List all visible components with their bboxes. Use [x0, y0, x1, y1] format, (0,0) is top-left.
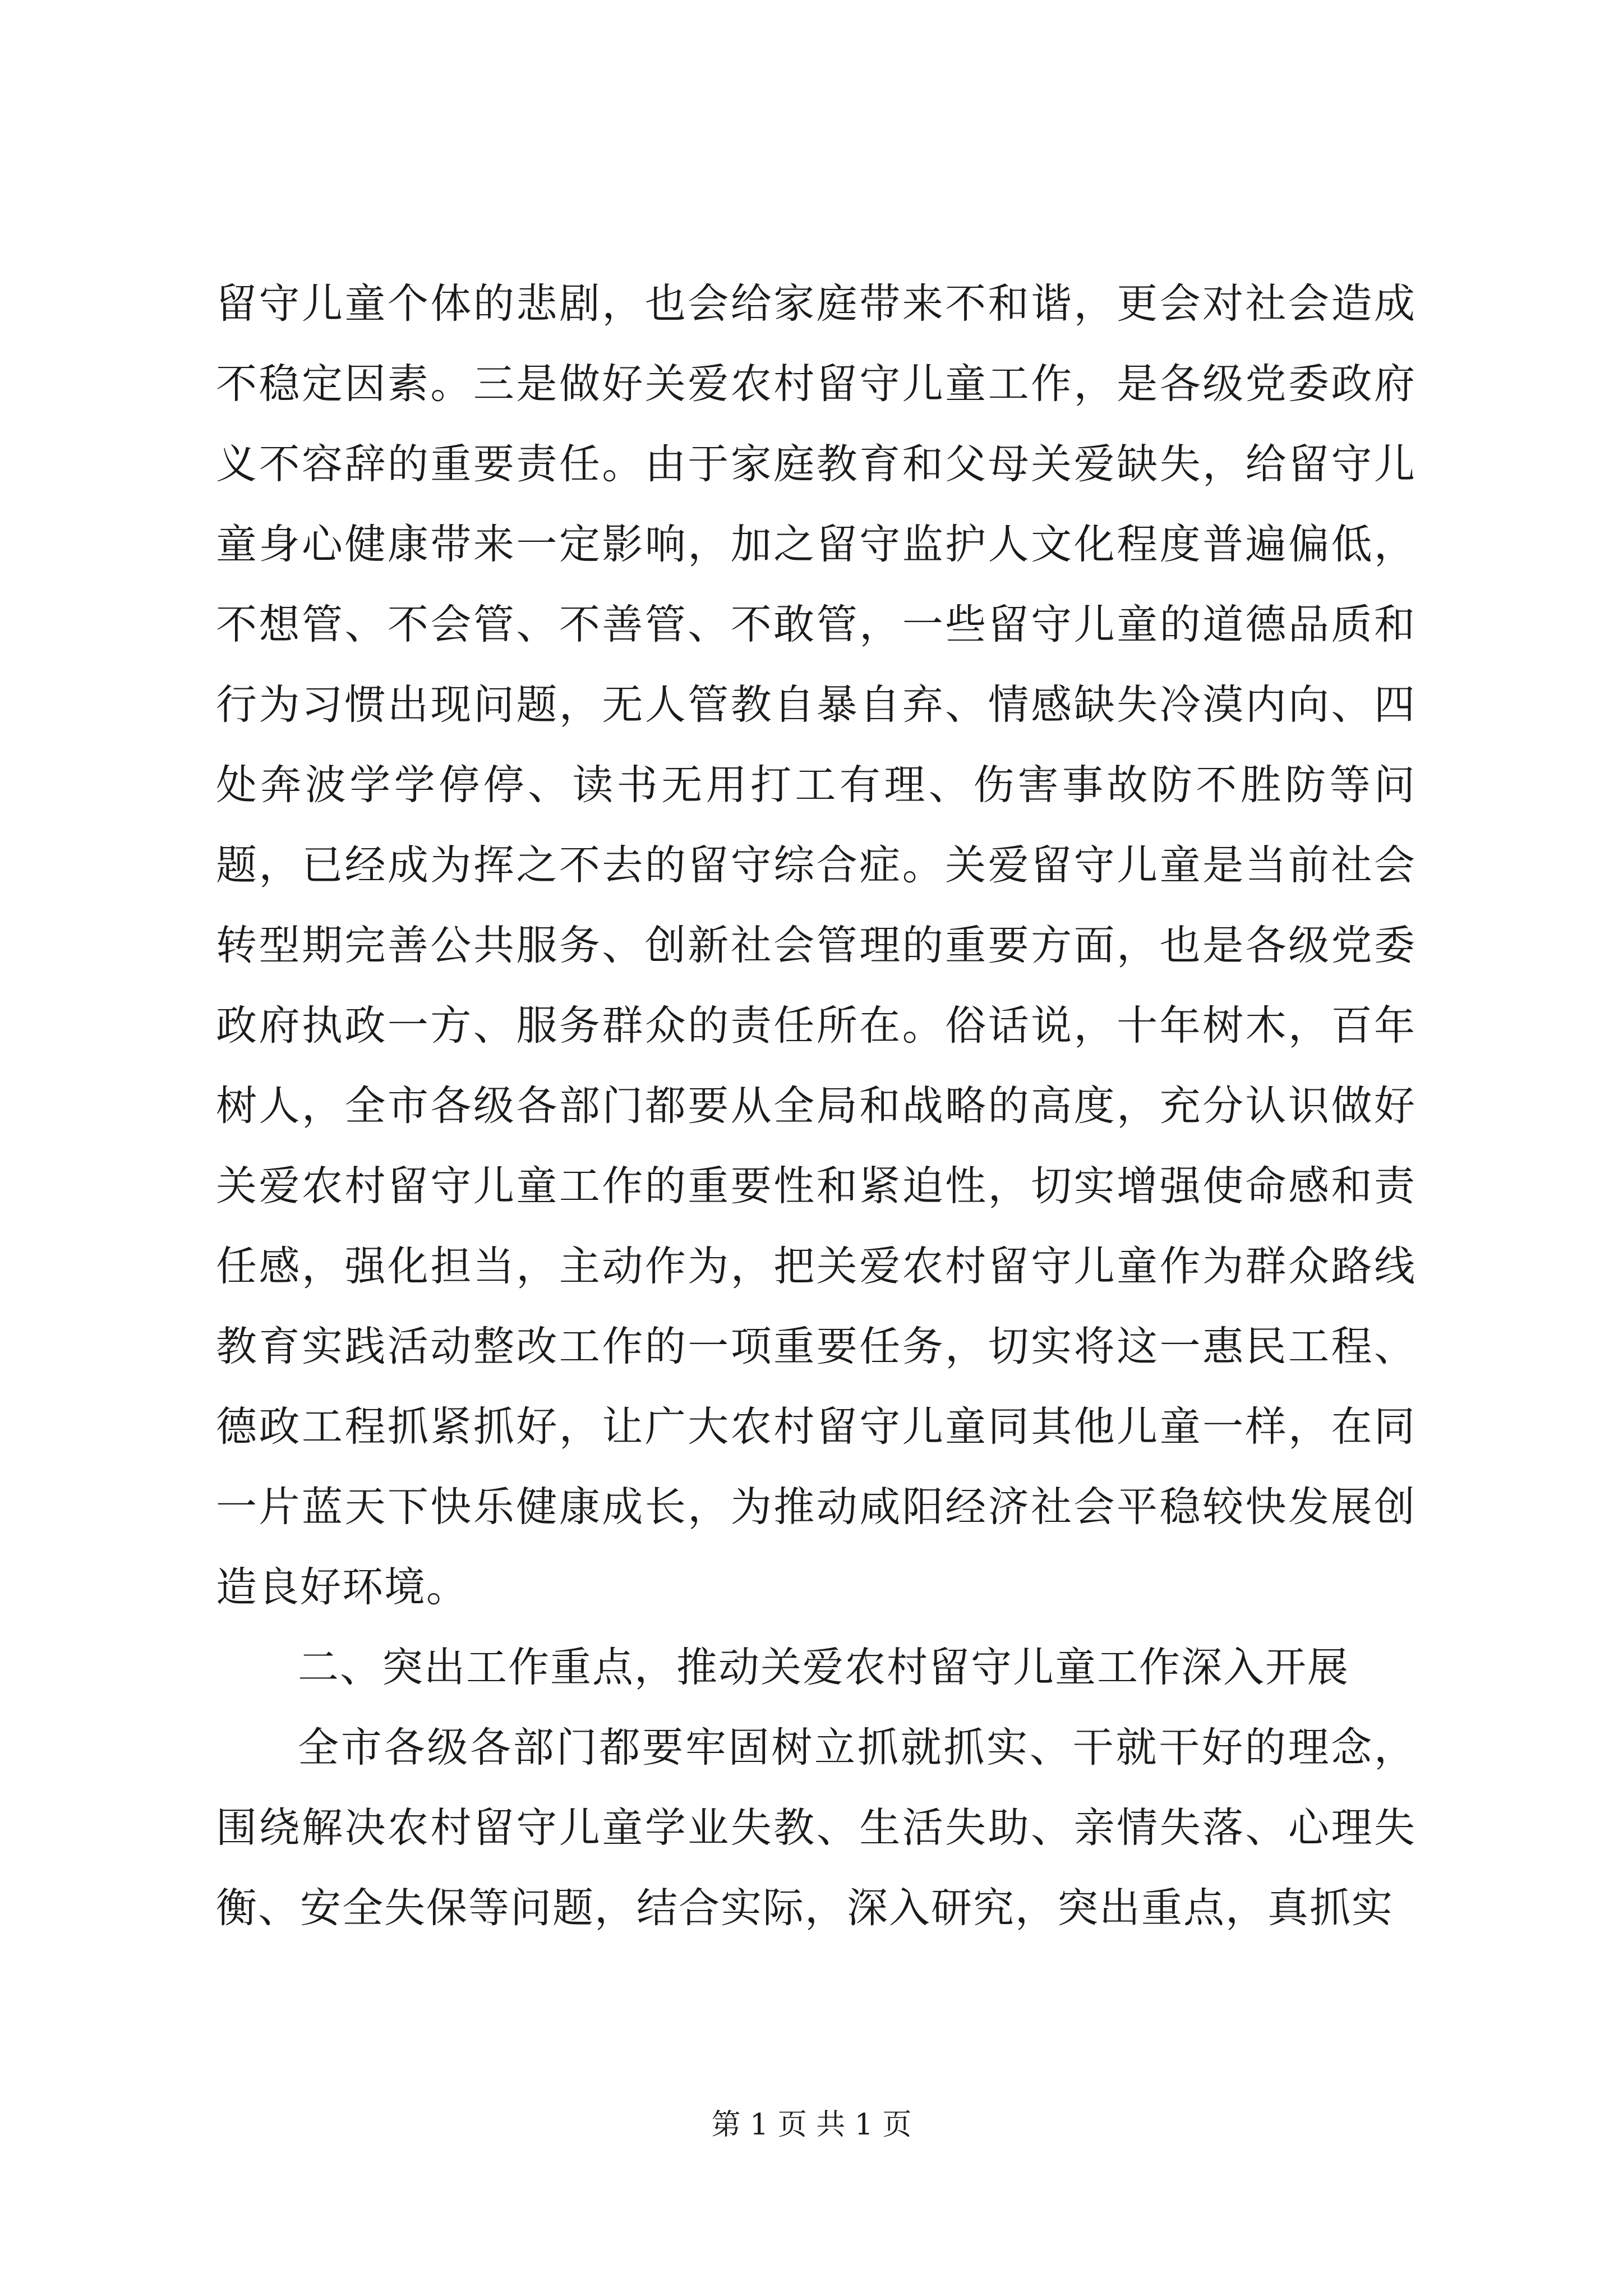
paragraph-body: 全市各级各部门都要牢固树立抓就抓实、干就干好的理念，围绕解决农村留守儿童学业失教、生活失助、亲情失落、心理失衡、安全失保等问题，结合实际，深入研究，突出重点，真抓实	[216, 1724, 1416, 1932]
section-heading: 二、突出工作重点，推动关爱农村留守儿童工作深入开展	[298, 1644, 1349, 1691]
paragraph-continuation: 留守儿童个体的悲剧，也会给家庭带来不和谐，更会对社会造成不稳定因素。三是做好关爱农村留守儿童工作，是各级党委政府义不容辞的重要责任。由于家庭教育和父母关爱缺失，给留守儿童身心健康带来一定影响，加之留守监护人文化程度普遍偏低，不想管、不会管、不善管、不敢管，一些留守儿童的道德品质和行为习惯出现问题，无人管教自暴自弃、情感缺失冷漠内向、四处奔波学学停停、读书无用打工有理、伤害事故防不胜防等问题，已经成为挥之不去的留守综合症。关爱留守儿童是当前社会转型期完善公共服务、创新社会管理的重要方面，也是各级党委政府执政一方、服务群众的责任所在。俗话说，十年树木，百年树人，全市各级各部门都要从全局和战略的高度，充分认识做好关爱农村留守儿童工作的重要性和紧迫性，切实增强使命感和责任感，强化担当，主动作为，把关爱农村留守儿童作为群众路线教育实践活动整改工作的一项重要任务，切实将这一惠民工程、德政工程抓紧抓好，让广大农村留守儿童同其他儿童一样，在同一片蓝天下快乐健康成长，为推动咸阳经济社会平稳较快发展创造良好环境。	[216, 280, 1416, 1611]
page-footer: 第 1 页 共 1 页	[711, 2108, 912, 2142]
document-body	[216, 264, 1416, 1948]
